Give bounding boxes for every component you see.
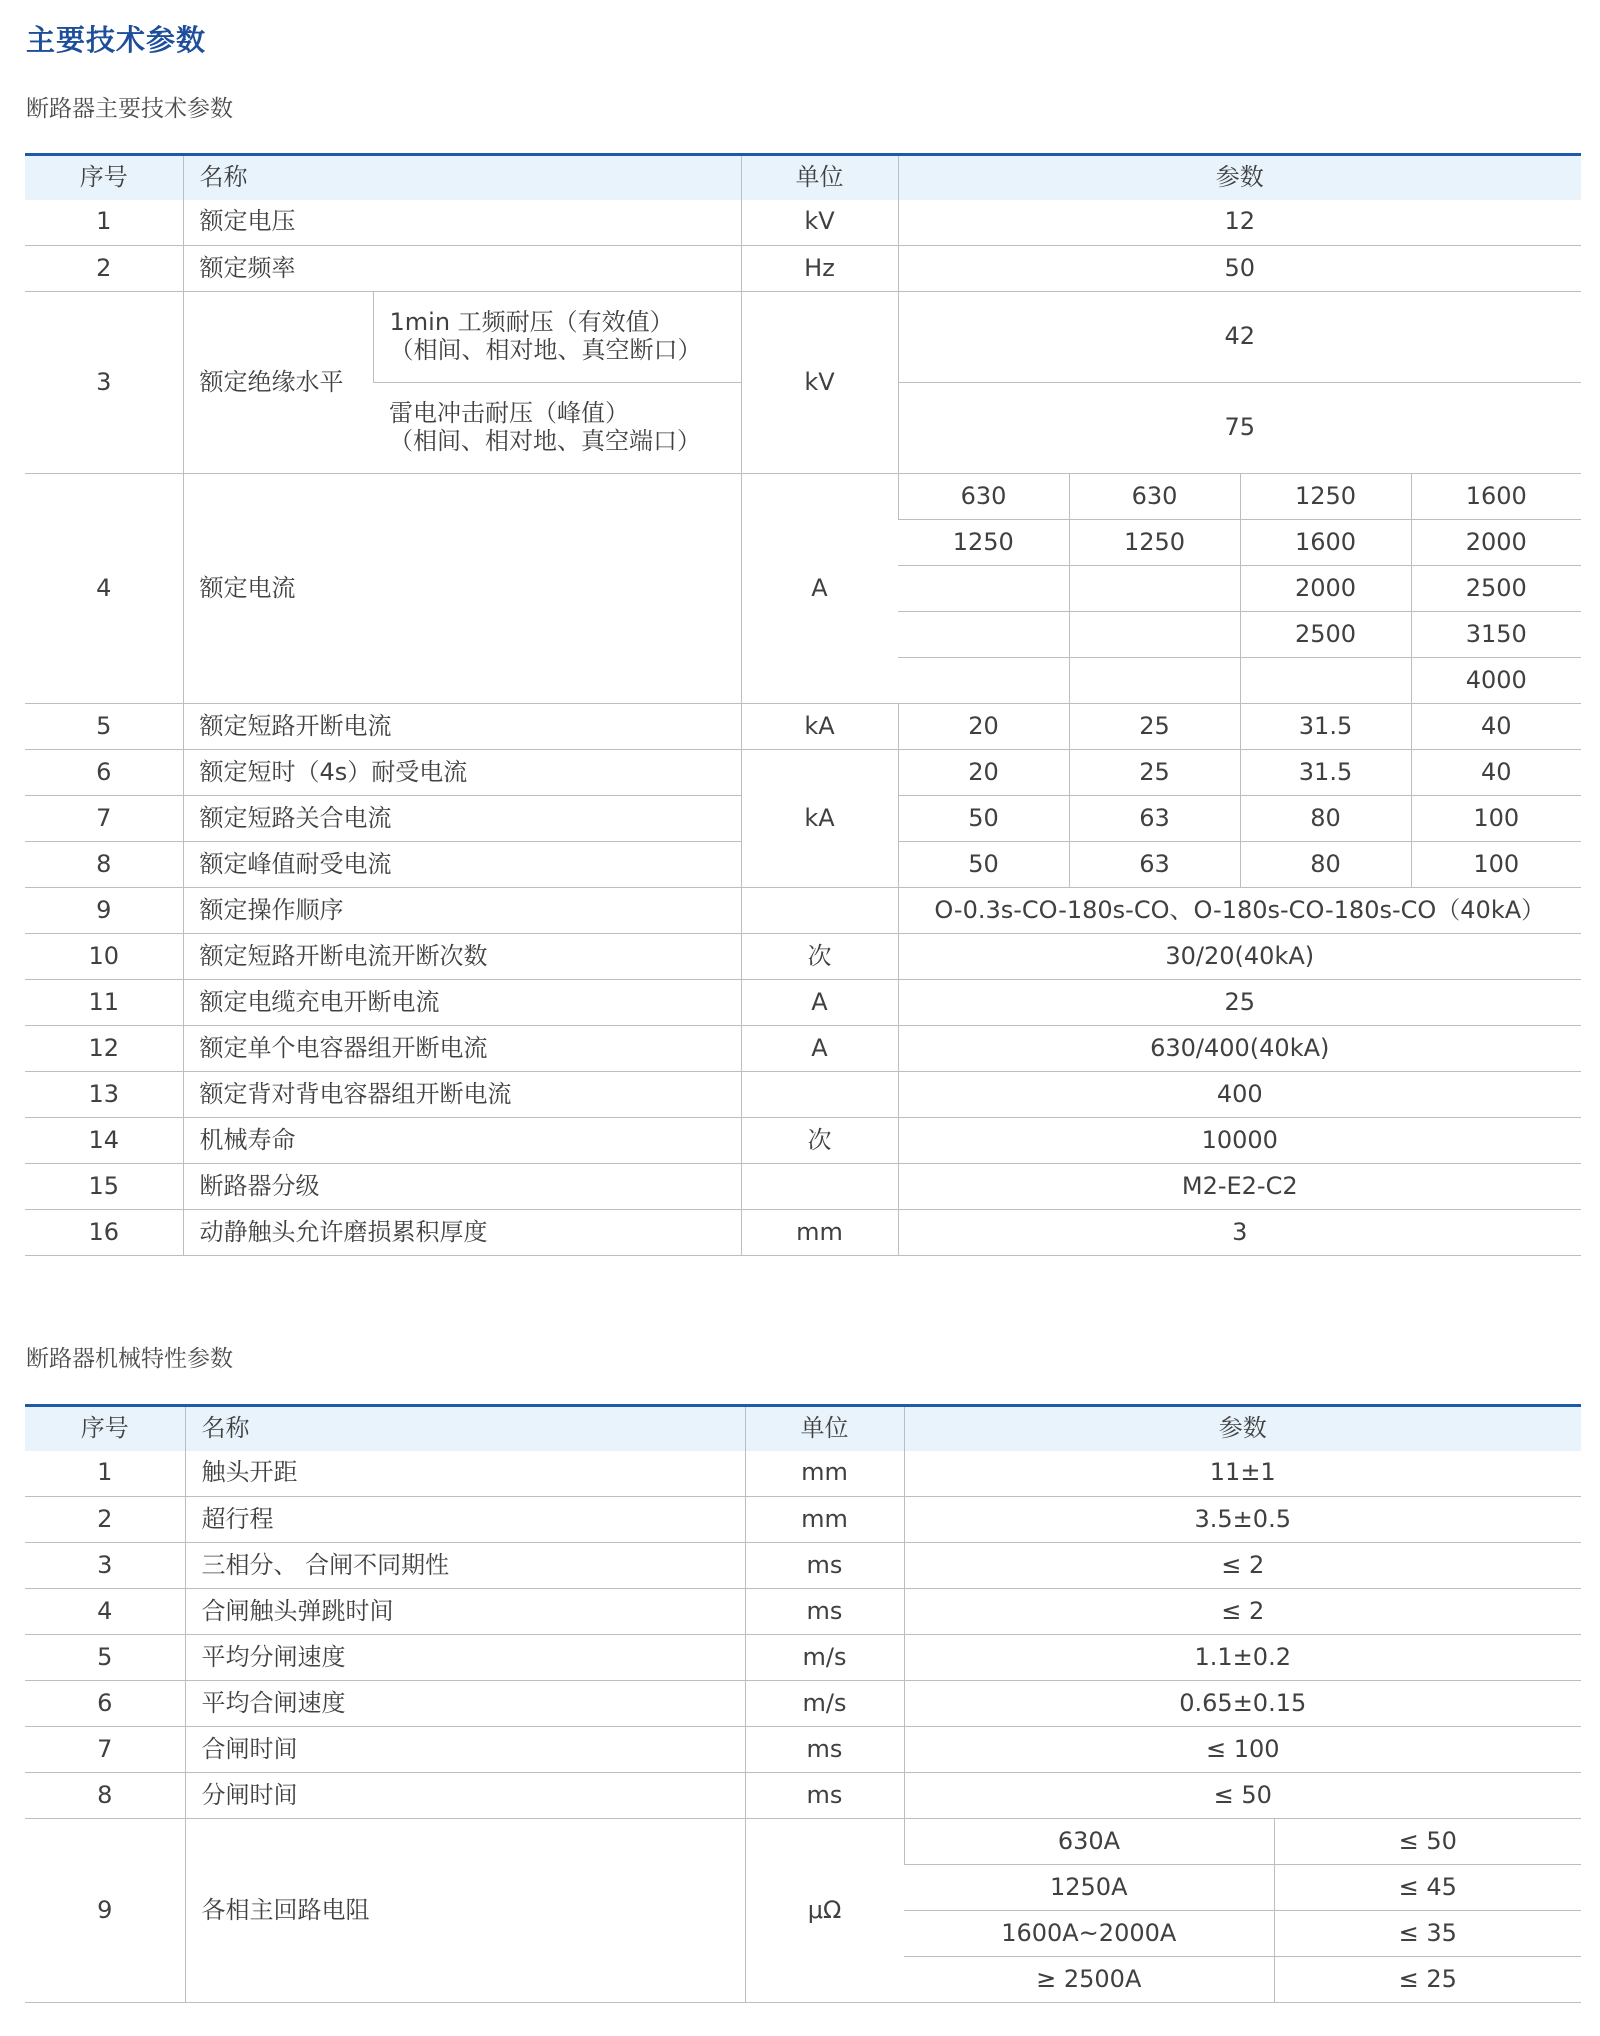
row-unit: m/s (745, 1635, 904, 1681)
row-unit (741, 1072, 898, 1118)
row-unit: ms (745, 1773, 904, 1819)
row-name: 额定电流 (183, 474, 741, 704)
row-value: 400 (898, 1072, 1581, 1118)
resistance-current: ≥ 2500A (904, 1957, 1274, 2003)
row-value: 50 (898, 842, 1069, 888)
row-value: 100 (1411, 842, 1581, 888)
header-name: 名称 (185, 1406, 745, 1451)
table-row (25, 1451, 1581, 1497)
row-no: 7 (25, 796, 183, 842)
row-name: 平均合闸速度 (185, 1681, 745, 1727)
row-unit: ms (745, 1589, 904, 1635)
current-cell: 4000 (1411, 658, 1581, 704)
row-unit: m/s (745, 1681, 904, 1727)
row-value: 31.5 (1240, 704, 1411, 750)
current-cell: 630 (1069, 474, 1240, 520)
resistance-value: ≤ 45 (1274, 1865, 1581, 1911)
row-unit: A (741, 474, 898, 704)
row-value: 100 (1411, 796, 1581, 842)
section-title-mechanical-params: 断路器机械特性参数 (26, 1346, 233, 1372)
table-row (25, 1681, 1581, 1727)
table-row (25, 1497, 1581, 1543)
header-unit: 单位 (741, 155, 898, 200)
resistance-value: ≤ 35 (1274, 1911, 1581, 1957)
row-no: 13 (25, 1072, 183, 1118)
row-value: 3 (898, 1210, 1581, 1256)
row-unit: mm (745, 1451, 904, 1497)
row-name: 额定电缆充电开断电流 (183, 980, 741, 1026)
row-no: 10 (25, 934, 183, 980)
row-value: 40 (1411, 750, 1581, 796)
table-row (25, 1589, 1581, 1635)
table-header-row (25, 1406, 1581, 1451)
row-unit: μΩ (745, 1819, 904, 2003)
row-value: ≤ 2 (904, 1543, 1581, 1589)
table-row (25, 1635, 1581, 1681)
row-value: 10000 (898, 1118, 1581, 1164)
row-no: 1 (25, 1451, 185, 1497)
row-name: 额定峰值耐受电流 (183, 842, 741, 888)
row-name: 额定短时（4s）耐受电流 (183, 750, 741, 796)
table-row (25, 934, 1581, 980)
row-unit: A (741, 1026, 898, 1072)
row-name: 合闸时间 (185, 1727, 745, 1773)
sub-name-line: 雷电冲击耐压（峰值） (389, 399, 629, 428)
row-value: 25 (898, 980, 1581, 1026)
row-no: 12 (25, 1026, 183, 1072)
header-no: 序号 (25, 155, 183, 200)
row-unit: A (741, 980, 898, 1026)
header-param: 参数 (904, 1406, 1581, 1451)
row-no: 5 (25, 1635, 185, 1681)
table-row (25, 980, 1581, 1026)
row-unit: kV (741, 200, 898, 246)
row-name: 机械寿命 (183, 1118, 741, 1164)
row-unit: Hz (741, 246, 898, 292)
sub-name-power-frequency (373, 292, 741, 383)
row-value: 25 (1069, 750, 1240, 796)
row-no: 15 (25, 1164, 183, 1210)
row-name: 额定短路开断电流开断次数 (183, 934, 741, 980)
row-name: 额定绝缘水平 (183, 292, 373, 474)
row-value: ≤ 50 (904, 1773, 1581, 1819)
row-no: 8 (25, 1773, 185, 1819)
table-row (25, 704, 1581, 750)
table-row (25, 888, 1581, 934)
sub-name-line: （相间、相对地、真空端口） (389, 427, 701, 455)
row-no: 11 (25, 980, 183, 1026)
row-name: 分闸时间 (185, 1773, 745, 1819)
row-unit: 次 (741, 1118, 898, 1164)
row-value: 50 (898, 796, 1069, 842)
sub-name-line: 1min 工频耐压（有效值） (389, 308, 674, 337)
current-cell: 630 (898, 474, 1069, 520)
row-value: 11±1 (904, 1451, 1581, 1497)
row-no: 2 (25, 246, 183, 292)
mechanical-params-table (25, 1404, 1581, 2003)
row-no: 8 (25, 842, 183, 888)
row-value: ≤ 2 (904, 1589, 1581, 1635)
row-unit: ms (745, 1727, 904, 1773)
row-unit: mm (745, 1497, 904, 1543)
row-no: 7 (25, 1727, 185, 1773)
resistance-current: 1250A (904, 1865, 1274, 1911)
row-no: 4 (25, 1589, 185, 1635)
row-value: 3.5±0.5 (904, 1497, 1581, 1543)
row-value: ≤ 100 (904, 1727, 1581, 1773)
row-no: 6 (25, 1681, 185, 1727)
row-unit (741, 1164, 898, 1210)
row-name: 额定短路关合电流 (183, 796, 741, 842)
section-title-main-params: 断路器主要技术参数 (26, 96, 233, 122)
row-no: 4 (25, 474, 183, 704)
row-value: 31.5 (1240, 750, 1411, 796)
row-name: 平均分闸速度 (185, 1635, 745, 1681)
row-value: 20 (898, 750, 1069, 796)
row-name: 合闸触头弹跳时间 (185, 1589, 745, 1635)
current-cell: 2500 (1240, 612, 1411, 658)
current-cell: 2500 (1411, 566, 1581, 612)
row-no: 5 (25, 704, 183, 750)
resistance-current: 630A (904, 1819, 1274, 1865)
row-value: 63 (1069, 796, 1240, 842)
current-cell: 1250 (898, 520, 1069, 566)
row-no: 9 (25, 888, 183, 934)
row-name: 动静触头允许磨损累积厚度 (183, 1210, 741, 1256)
current-cell (1069, 612, 1240, 658)
current-cell: 3150 (1411, 612, 1581, 658)
row-value: M2-E2-C2 (898, 1164, 1581, 1210)
header-param: 参数 (898, 155, 1581, 200)
row-value: 12 (898, 200, 1581, 246)
current-cell: 1600 (1411, 474, 1581, 520)
table-row (25, 1727, 1581, 1773)
row-no: 1 (25, 200, 183, 246)
row-value: 630/400(40kA) (898, 1026, 1581, 1072)
current-cell (898, 612, 1069, 658)
row-name: 额定单个电容器组开断电流 (183, 1026, 741, 1072)
row-value: O-0.3s-CO-180s-CO、O-180s-CO-180s-CO（40kA） (898, 888, 1581, 934)
table-row (25, 1543, 1581, 1589)
table-row (25, 200, 1581, 246)
row-no: 2 (25, 1497, 185, 1543)
row-value: 50 (898, 246, 1581, 292)
table-row (25, 1026, 1581, 1072)
row-name: 额定频率 (183, 246, 741, 292)
row-name: 额定短路开断电流 (183, 704, 741, 750)
row-value: 42 (898, 292, 1581, 383)
main-params-table (25, 153, 1581, 1256)
table-row (25, 1819, 1581, 1865)
resistance-value: ≤ 25 (1274, 1957, 1581, 2003)
current-cell (1240, 658, 1411, 704)
row-unit: kV (741, 292, 898, 474)
row-unit: kA (741, 704, 898, 750)
row-value: 25 (1069, 704, 1240, 750)
current-cell (1069, 566, 1240, 612)
table-row (25, 474, 1581, 520)
table-row (25, 750, 1581, 796)
table-row (25, 1118, 1581, 1164)
table-header-row (25, 155, 1581, 200)
row-value: 0.65±0.15 (904, 1681, 1581, 1727)
header-name: 名称 (183, 155, 741, 200)
page-title: 主要技术参数 (26, 23, 207, 57)
table-row (25, 292, 1581, 383)
row-name: 各相主回路电阻 (185, 1819, 745, 2003)
table-row (25, 1072, 1581, 1118)
resistance-current: 1600A~2000A (904, 1911, 1274, 1957)
row-no: 16 (25, 1210, 183, 1256)
row-value: 30/20(40kA) (898, 934, 1581, 980)
header-unit: 单位 (745, 1406, 904, 1451)
current-cell: 1250 (1069, 520, 1240, 566)
row-name: 超行程 (185, 1497, 745, 1543)
row-name: 额定电压 (183, 200, 741, 246)
row-name: 触头开距 (185, 1451, 745, 1497)
row-no: 3 (25, 292, 183, 474)
current-cell: 1600 (1240, 520, 1411, 566)
current-cell (1069, 658, 1240, 704)
row-value: 40 (1411, 704, 1581, 750)
header-no: 序号 (25, 1406, 185, 1451)
row-unit: ms (745, 1543, 904, 1589)
row-unit: mm (741, 1210, 898, 1256)
current-cell: 2000 (1411, 520, 1581, 566)
row-value: 20 (898, 704, 1069, 750)
table-row (25, 1773, 1581, 1819)
current-cell (898, 566, 1069, 612)
current-cell: 2000 (1240, 566, 1411, 612)
sub-name-lightning-impulse (373, 383, 741, 474)
row-value: 63 (1069, 842, 1240, 888)
current-cell: 1250 (1240, 474, 1411, 520)
row-no: 9 (25, 1819, 185, 2003)
row-unit (741, 888, 898, 934)
row-value: 80 (1240, 842, 1411, 888)
row-unit: 次 (741, 934, 898, 980)
row-name: 额定背对背电容器组开断电流 (183, 1072, 741, 1118)
row-no: 3 (25, 1543, 185, 1589)
row-name: 三相分、 合闸不同期性 (185, 1543, 745, 1589)
table-row (25, 1164, 1581, 1210)
row-no: 14 (25, 1118, 183, 1164)
row-value: 80 (1240, 796, 1411, 842)
row-name: 额定操作顺序 (183, 888, 741, 934)
row-name: 断路器分级 (183, 1164, 741, 1210)
current-cell (898, 658, 1069, 704)
resistance-value: ≤ 50 (1274, 1819, 1581, 1865)
table-row (25, 1210, 1581, 1256)
row-no: 6 (25, 750, 183, 796)
row-value: 1.1±0.2 (904, 1635, 1581, 1681)
table-row (25, 246, 1581, 292)
row-unit: kA (741, 750, 898, 888)
sub-name-line: （相间、相对地、真空断口） (389, 336, 702, 364)
row-value: 75 (898, 383, 1581, 474)
